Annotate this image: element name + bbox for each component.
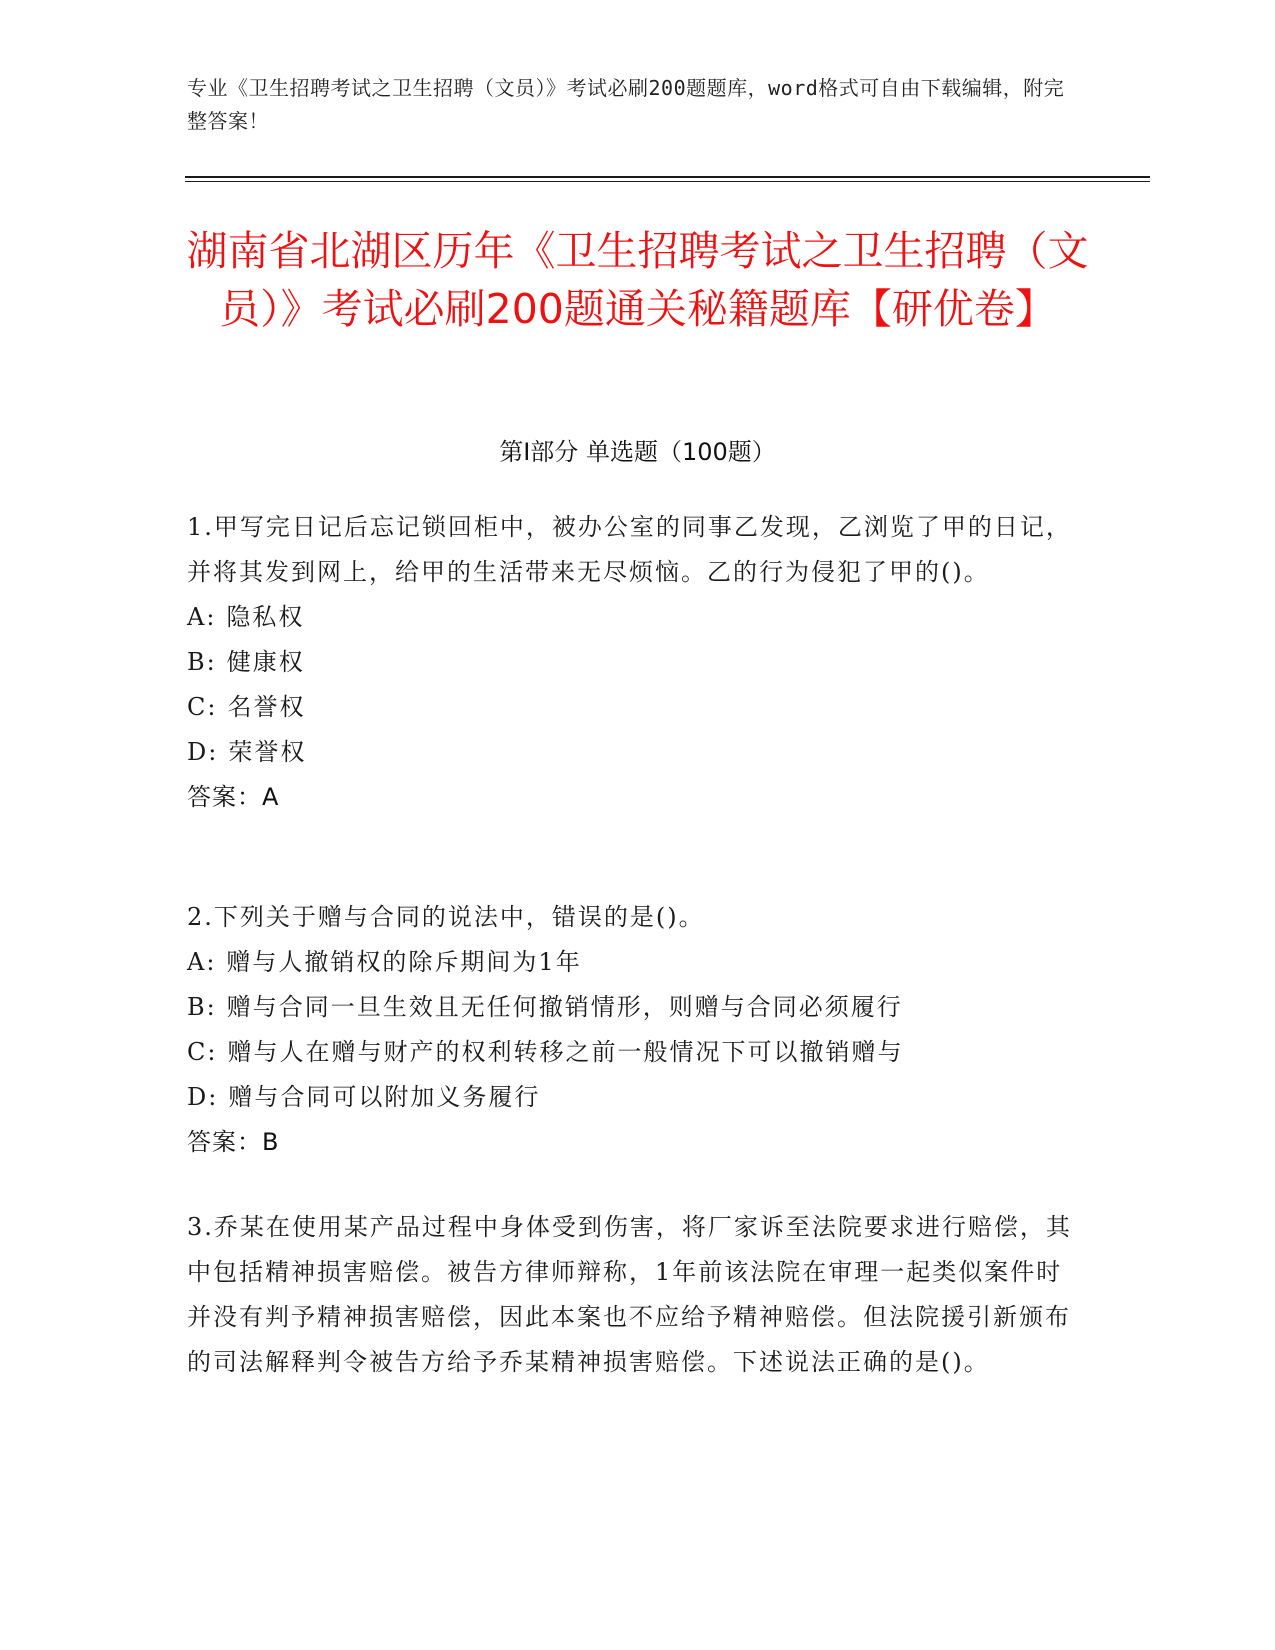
option-text: 赠与合同可以附加义务履行 — [228, 1083, 541, 1111]
answer-label: 答案： — [187, 783, 262, 811]
option-key: B: — [187, 993, 217, 1021]
option-b — [187, 640, 1087, 685]
option-key: C: — [187, 1038, 218, 1066]
question-1 — [187, 505, 1087, 820]
answer-label: 答案： — [187, 1128, 262, 1156]
option-d — [187, 1075, 1087, 1120]
answer-value: A — [262, 783, 280, 811]
option-text: 赠与人撤销权的除斥期间为1年 — [226, 948, 582, 976]
answer-value: B — [262, 1128, 280, 1156]
option-text: 隐私权 — [226, 603, 305, 631]
question-stem: 2.下列关于赠与合同的说法中，错误的是()。 — [187, 903, 705, 931]
option-key: A: — [187, 948, 217, 976]
option-key: D: — [187, 738, 219, 766]
header-note: 专业《卫生招聘考试之卫生招聘（文员）》考试必刷200题题库，word格式可自由下载编辑，附完整答案！ — [187, 76, 1065, 133]
question-stem: 3.乔某在使用某产品过程中身体受到伤害，将厂家诉至法院要求进行赔偿，其中包括精神损害赔偿。被告方律师辩称，1年前该法院在审理一起类似案件时并没有判予精神损害赔偿，因此本案也不应给予精神赔偿。但法院援引新颁布的司法解释判令被告方给予乔某精神损害赔偿。下述说法正确的是()。 — [187, 1213, 1072, 1376]
question-2 — [187, 895, 1087, 1165]
header-divider-thick — [185, 176, 1150, 178]
option-a — [187, 940, 1087, 985]
answer-line — [187, 775, 1087, 820]
option-text: 名誉权 — [227, 693, 306, 721]
option-a — [187, 595, 1087, 640]
option-text: 荣誉权 — [228, 738, 307, 766]
option-c — [187, 1030, 1087, 1075]
option-key: B: — [187, 648, 217, 676]
option-c — [187, 685, 1087, 730]
option-key: A: — [187, 603, 217, 631]
option-key: D: — [187, 1083, 219, 1111]
question-3 — [187, 1205, 1087, 1385]
option-key: C: — [187, 693, 218, 721]
option-d — [187, 730, 1087, 775]
option-text: 健康权 — [226, 648, 305, 676]
answer-line — [187, 1120, 1087, 1165]
question-stem: 1.甲写完日记后忘记锁回柜中，被办公室的同事乙发现，乙浏览了甲的日记，并将其发到网上，给甲的生活带来无尽烦恼。乙的行为侵犯了甲的()。 — [187, 513, 1072, 586]
header-divider-thin — [185, 181, 1150, 182]
option-b — [187, 985, 1087, 1030]
document-title: 湖南省北湖区历年《卫生招聘考试之卫生招聘（文员）》考试必刷200题通关秘籍题库【研优卷】 — [186, 227, 1089, 333]
option-text: 赠与人在赠与财产的权利转移之前一般情况下可以撤销赠与 — [227, 1038, 904, 1066]
option-text: 赠与合同一旦生效且无任何撤销情形，则赠与合同必须履行 — [226, 993, 903, 1021]
section-title: 第I部分 单选题（100题） — [499, 438, 776, 466]
